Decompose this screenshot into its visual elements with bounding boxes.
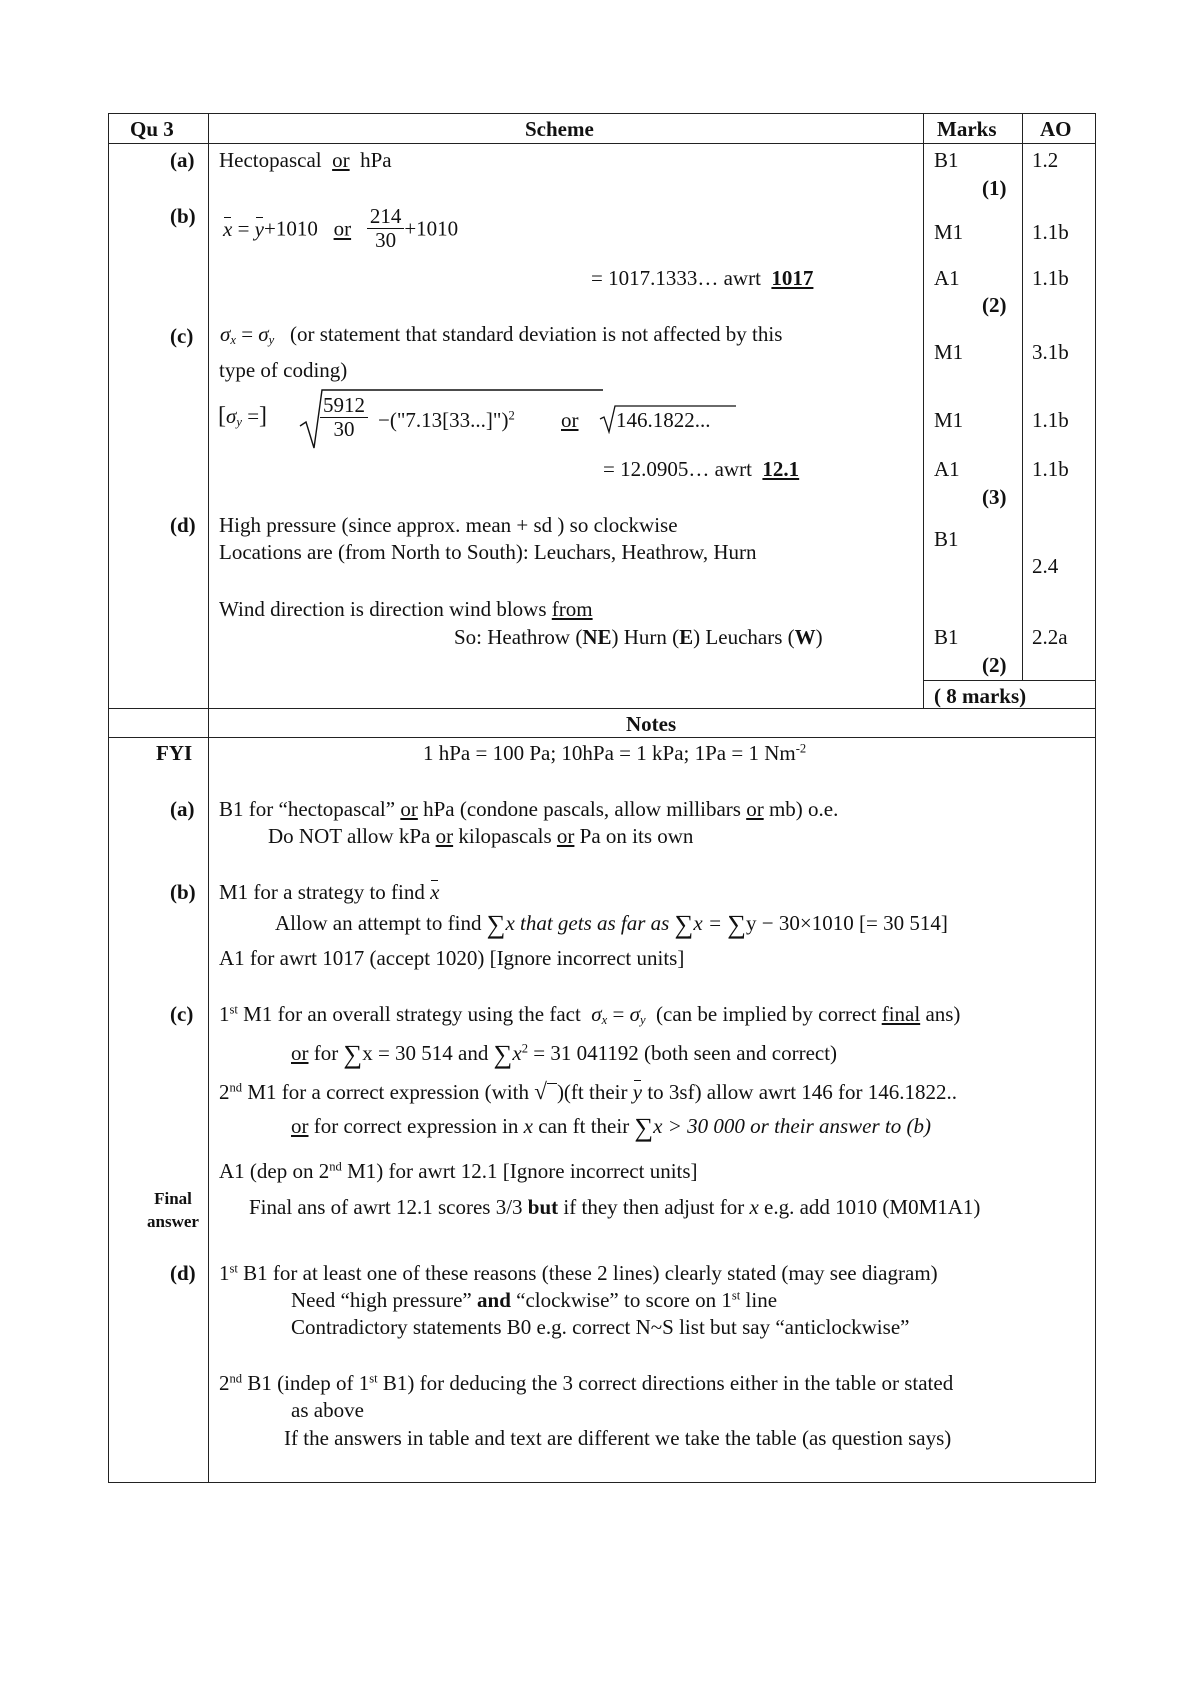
part-d-ao-1: 2.4 xyxy=(1032,554,1059,578)
part-c-label: (c) xyxy=(170,324,194,348)
fyi-label: FYI xyxy=(156,741,193,765)
part-d-line-1: High pressure (since approx. mean + sd ) so clockwise xyxy=(219,513,678,537)
part-a-mark: B1 xyxy=(934,148,959,172)
notes-d-line-5: as above xyxy=(291,1398,364,1422)
part-b-mark-2: A1 xyxy=(934,266,960,290)
notes-d-line-4: 2nd B1 (indep of 1st B1) for deducing the 3 correct directions either in the table or stated xyxy=(219,1371,954,1395)
part-a-total: (1) xyxy=(982,176,1007,200)
part-d-mark-2: B1 xyxy=(934,625,959,649)
notes-d-line-2: Need “high pressure” and “clockwise” to score on 1st line xyxy=(291,1288,778,1312)
col-divider-1 xyxy=(208,113,209,1483)
part-b-label: (b) xyxy=(170,204,196,228)
part-c-sigma-equality: $\sigma_x = \sigma_y$ (or statement that standard deviation is not affected by this xyxy=(220,322,783,348)
notes-title: Notes xyxy=(626,712,677,736)
notes-top-divider xyxy=(108,708,1096,709)
notes-header-divider xyxy=(108,737,1096,738)
total-marks: ( 8 marks) xyxy=(934,684,1027,708)
part-a-label: (a) xyxy=(170,148,195,172)
part-c-total: (3) xyxy=(982,485,1007,509)
notes-a-line-1: B1 for “hectopascal” or hPa (condone pascals, allow millibars or mb) o.e. xyxy=(219,797,839,821)
notes-d-line-1: 1st B1 for at least one of these reasons (these 2 lines) clearly stated (may see diagram) xyxy=(219,1261,938,1285)
notes-d-line-6: If the answers in table and text are different we take the table (as question says) xyxy=(284,1426,952,1450)
header-qu: Qu 3 xyxy=(130,117,174,141)
part-a-ao: 1.2 xyxy=(1032,148,1059,172)
notes-c-line-6: Final ans of awrt 12.1 scores 3/3 but if they then adjust for x e.g. add 1010 (M0M1A1) xyxy=(249,1195,981,1219)
part-c-ao-1: 3.1b xyxy=(1032,340,1069,364)
header-scheme: Scheme xyxy=(525,117,594,141)
part-d-ao-2: 2.2a xyxy=(1032,625,1068,649)
fyi-text: 1 hPa = 100 Pa; 10hPa = 1 kPa; 1Pa = 1 $Nm^{-2}$ xyxy=(423,741,807,765)
notes-b-line-1: M1 for a strategy to find x xyxy=(219,880,440,904)
part-b-mark-1: M1 xyxy=(934,220,964,244)
part-b-result: = 1017.1333… awrt 1017 xyxy=(591,266,814,290)
final-answer-label: Final answer xyxy=(147,1189,199,1231)
part-d-line-2: Locations are (from North to South): Leuchars, Heathrow, Hurn xyxy=(219,540,757,564)
notes-d-label: (d) xyxy=(170,1261,196,1285)
notes-c-label: (c) xyxy=(170,1002,194,1026)
notes-d-line-3: Contradictory statements B0 e.g. correct N~S list but say “anticlockwise” xyxy=(291,1315,910,1339)
part-b-total: (2) xyxy=(982,293,1007,317)
notes-b-line-3: A1 for awrt 1017 (accept 1020) [Ignore incorrect units] xyxy=(219,946,685,970)
header-ao: AO xyxy=(1040,117,1072,141)
notes-b-line-2: Allow an attempt to find ∑x that gets as far as ∑x = ∑y − 30×1010 [= 30 514] xyxy=(275,910,948,939)
part-c-line-2: type of coding) xyxy=(219,358,348,382)
part-b-ao-2: 1.1b xyxy=(1032,266,1069,290)
notes-c-line-1: 1st M1 for an overall strategy using the fact $\sigma_x = \sigma_y$ (can be implied by correct final ans) xyxy=(219,1002,961,1028)
header-divider xyxy=(108,143,1096,144)
part-d-label: (d) xyxy=(170,513,196,537)
notes-a-line-2: Do NOT allow kPa or kilopascals or Pa on its own xyxy=(268,824,694,848)
notes-b-label: (b) xyxy=(170,880,196,904)
part-c-result: = 12.0905… awrt 12.1 xyxy=(603,457,800,481)
total-divider xyxy=(923,680,1096,681)
part-b-ao-1: 1.1b xyxy=(1032,220,1069,244)
part-d-directions: So: Heathrow (NE) Hurn (E) Leuchars (W) xyxy=(454,625,823,649)
col-divider-2 xyxy=(923,113,924,708)
notes-c-line-4: or for correct expression in x can ft their ∑x > 30 000 or their answer to (b) xyxy=(291,1113,931,1142)
part-d-mark-1: B1 xyxy=(934,527,959,551)
part-c-mark-1: M1 xyxy=(934,340,964,364)
part-c-ao-2: 1.1b xyxy=(1032,408,1069,432)
part-c-sd-formula: [$\sigma_y$ =] $\frac{5912}{30}$ −("7.13[33...]")$^2$ or 146.1822... xyxy=(218,388,738,452)
part-d-line-3: Wind direction is direction wind blows from xyxy=(219,597,593,621)
notes-a-label: (a) xyxy=(170,797,195,821)
notes-c-line-3: 2nd M1 for a correct expression (with √ )(ft their y to 3sf) allow awrt 146 for 146.1822.. xyxy=(219,1078,958,1104)
part-c-mark-3: A1 xyxy=(934,457,960,481)
col-divider-3 xyxy=(1022,113,1023,681)
part-c-ao-3: 1.1b xyxy=(1032,457,1069,481)
notes-c-line-5: A1 (dep on 2nd M1) for awrt 12.1 [Ignore incorrect units] xyxy=(219,1159,698,1183)
part-a-answer: Hectopascal or hPa xyxy=(219,148,392,172)
header-marks: Marks xyxy=(937,117,997,141)
notes-c-line-2: or for ∑x = 30 514 and $\sum x^2 = 31$ 041192 (both seen and correct) xyxy=(291,1040,838,1069)
part-b-mean-formula: x = y+1010 or $\frac{214}{30}$ +1010 xyxy=(223,204,459,253)
part-c-mark-2: M1 xyxy=(934,408,964,432)
part-d-total: (2) xyxy=(982,653,1007,677)
